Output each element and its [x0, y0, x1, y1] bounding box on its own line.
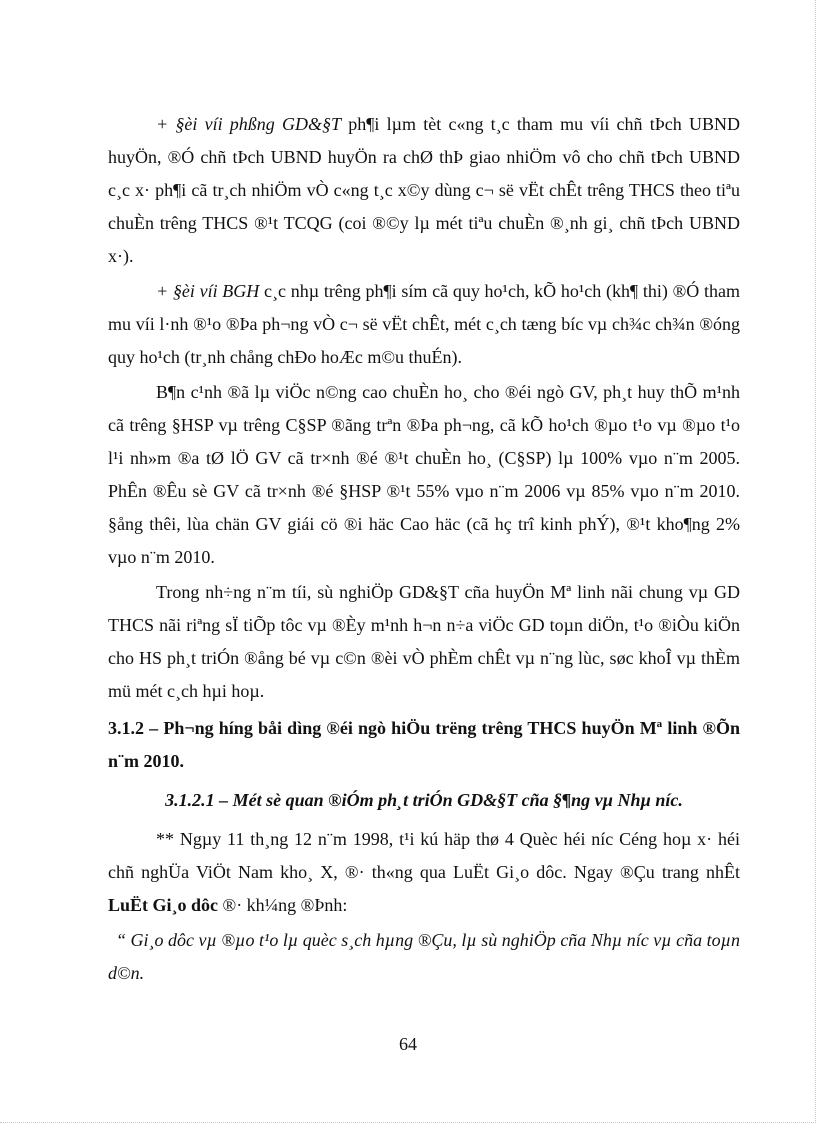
paragraph-text: c¸c nhµ trêng ph¶i sím cã quy ho¹ch, kÕ ho¹ch (kh¶ thi) ®Ó tham mu víi l·nh ®¹o ®Þa ph¬ng vÒ c¬ së vËt chÊt, mét c¸ch tæng bíc vµ ch¾c ch¾n ®óng quy ho¹ch (tr¸nh chång chÐo hoÆc m©u thuÉn). — [108, 281, 745, 367]
page-number: 64 — [399, 1034, 417, 1054]
paragraph-nhung-nam-toi: Trong nh÷ng n¨m tíi, sù nghiÖp GD&§T cña huyÖn Mª linh nãi chung vµ GD THCS nãi riªng sÏ tiÕp tôc vµ ®Èy m¹nh h¬n n÷a viÖc GD toµn diÖn, t¹o ®iÒu kiÖn cho HS ph¸t triÓn ®ång bé vµ c©n ®èi vÒ phÈm chÊt vµ n¨ng lùc, søc khoÎ vµ thÈm mü mét c¸ch hµi hoµ. — [108, 582, 745, 701]
paragraph-phong-gddt — [108, 108, 745, 273]
bullet-lead-phong-gddt: + §èi víi phßng GD&§T — [156, 114, 342, 134]
law-title: LuËt Gi¸o dôc — [108, 895, 219, 915]
document-body — [108, 108, 745, 992]
paragraph-text: ph¶i lµm tèt c«ng t¸c tham mu víi chñ tÞch UBND huyÖn, ®Ó chñ tÞch UBND huyÖn ra chØ thÞ giao nhiÖm vô cho chñ tÞch UBND c¸c x· ph¶i cã tr¸ch nhiÖm vÒ c«ng t¸c x©y dùng c¬ së vËt chÊt trêng THCS theo tiªu chuÈn trêng THCS ®¹t TCQG (coi ®©y lµ mét tiªu chuÈn ®¸nh gi¸ chñ tÞch UBND x·). — [108, 114, 745, 266]
paragraph-chuan-hoa: B¶n c¹nh ®ã lµ viÖc n©ng cao chuÈn ho¸ cho ®éi ngò GV, ph¸t huy thÕ m¹nh cã trêng §HSP vµ trêng C§SP ®ãng trªn ®Þa ph¬ng, cã kÕ ho¹ch ®µo t¹o vµ ®µo t¹o l¹i nh»m ®a tØ lÖ GV cã tr×nh ®é ®¹t chuÈn ho¸ (C§SP) lµ 100% vµo n¨m 2005. PhÊn ®Êu sè GV cã tr×nh ®é §HSP ®¹t 55% vµo n¨m 2006 vµ 85% vµo n¨m 2010. §ång thêi, lùa chän GV giái cö ®i häc Cao häc (cã hç trî kinh phÝ), ®¹t kho¶ng 2% vµo n¨m 2010. — [108, 382, 745, 567]
paragraph-text: ®· kh¼ng ®Þnh: — [218, 895, 348, 915]
section-heading: 3.1.2 – Ph¬ng híng båi dìng ®éi ngò hiÖu trëng trêng THCS huyÖn Mª linh ®Õn n¨m 2010. — [108, 718, 745, 771]
bullet-lead-bgh: + §èi víi BGH — [156, 281, 260, 301]
quote: “ Gi¸o dôc vµ ®µo t¹o lµ quèc s¸ch hµng ®Çu, lµ sù nghiÖp cña Nhµ níc vµ cña toµn d©n. — [108, 930, 745, 983]
paragraph-text: ** Ngµy 11 th¸ng 12 n¨m 1998, t¹i kú häp thø 4 Quèc héi níc Céng hoµ x· héi chñ nghÜa ViÖt Nam kho¸ X, ®· th«ng qua LuËt Gi¸o dôc. Ngay ®Çu trang nhÊt — [108, 829, 745, 882]
sub-heading: 3.1.2.1 – Mét sè quan ®iÓm ph¸t triÓn GD&§T cña §¶ng vµ Nhµ níc. — [165, 790, 683, 810]
paragraph-bgh — [108, 275, 745, 374]
paragraph-luat-giao-duc — [108, 823, 745, 922]
